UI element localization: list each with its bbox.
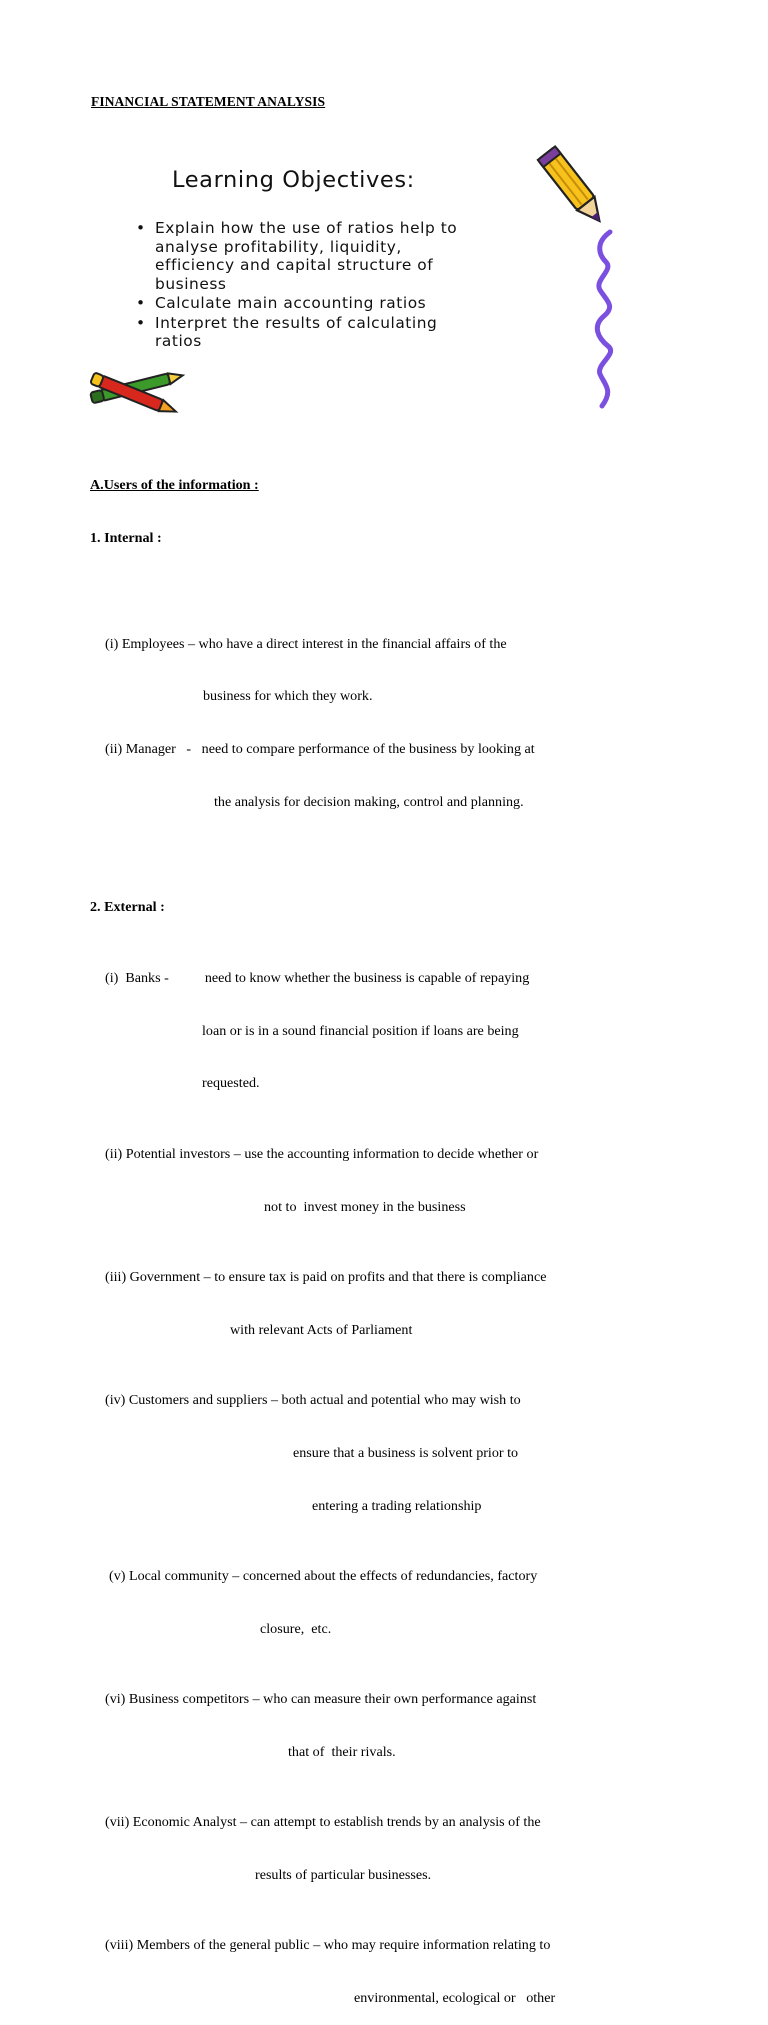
external-item: (i) Banks - need to know whether the business is capable of repaying: [105, 969, 530, 986]
internal-item: (i) Employees – who have a direct interest in the financial affairs of the: [105, 635, 507, 652]
page-title: FINANCIAL STATEMENT ANALYSIS: [91, 94, 326, 109]
objective-line: analyse profitability, liquidity,: [155, 237, 402, 256]
external-item: (viii) Members of the general public – who may require information relating to: [105, 1937, 551, 1954]
external-item: (ii) Potential investors – use the accounting information to decide whether or: [105, 1145, 539, 1162]
users-section: [90, 442, 730, 2025]
external-item: (vi) Business competitors – who can measure their own performance against: [105, 1691, 537, 1708]
objective-line: business: [155, 274, 227, 293]
squiggle-line-icon: [588, 228, 620, 410]
external-item-cont: loan or is in a sound financial position if loans are being: [202, 1022, 519, 1039]
external-heading: 2. External :: [90, 899, 165, 916]
internal-item-cont: business for which they work.: [203, 688, 373, 705]
pencil-icon: [534, 140, 614, 240]
bullet: •: [136, 219, 146, 237]
internal-heading: 1. Internal :: [90, 529, 162, 546]
objective-item: [136, 219, 576, 293]
objective-line: ratios: [155, 332, 202, 350]
external-item-cont: not to invest money in the business: [264, 1198, 466, 1215]
external-item-cont: with relevant Acts of Parliament: [230, 1321, 413, 1338]
external-item-cont: closure, etc.: [260, 1620, 332, 1637]
objective-item: [136, 314, 576, 351]
external-item-cont: that of their rivals.: [288, 1743, 396, 1760]
objective-line: Interpret the results of calculating: [155, 313, 438, 332]
external-item-cont: results of particular businesses.: [255, 1867, 432, 1884]
learning-objectives-list: [136, 219, 576, 352]
external-item-cont: ensure that a business is solvent prior to: [293, 1444, 519, 1461]
objective-line: efficiency and capital structure of: [155, 256, 434, 274]
objective-line: Explain how the use of ratios help to: [155, 219, 458, 237]
objective-item: [136, 294, 576, 313]
bullet: •: [136, 313, 146, 332]
external-item: (iv) Customers and suppliers – both actual and potential who may wish to: [105, 1392, 521, 1409]
learning-objectives-heading: Learning Objectives:: [172, 167, 415, 193]
internal-item-cont: the analysis for decision making, control and planning.: [214, 793, 524, 810]
external-item-cont: requested.: [202, 1075, 260, 1092]
external-item: (v) Local community – concerned about the effects of redundancies, factory: [109, 1568, 538, 1584]
external-item-cont: entering a trading relationship: [312, 1497, 482, 1514]
internal-item: (ii) Manager - need to compare performance of the business by looking at: [105, 741, 535, 758]
crayons-icon: [88, 366, 198, 422]
section-heading: A.Users of the information :: [90, 477, 259, 494]
external-item: (iii) Government – to ensure tax is paid on profits and that there is compliance: [105, 1268, 547, 1285]
bullet: •: [136, 294, 146, 312]
external-item: (vii) Economic Analyst – can attempt to establish trends by an analysis of the: [105, 1814, 541, 1831]
external-item-cont: environmental, ecological or other: [354, 1990, 556, 2007]
objective-line: Calculate main accounting ratios: [155, 294, 427, 312]
